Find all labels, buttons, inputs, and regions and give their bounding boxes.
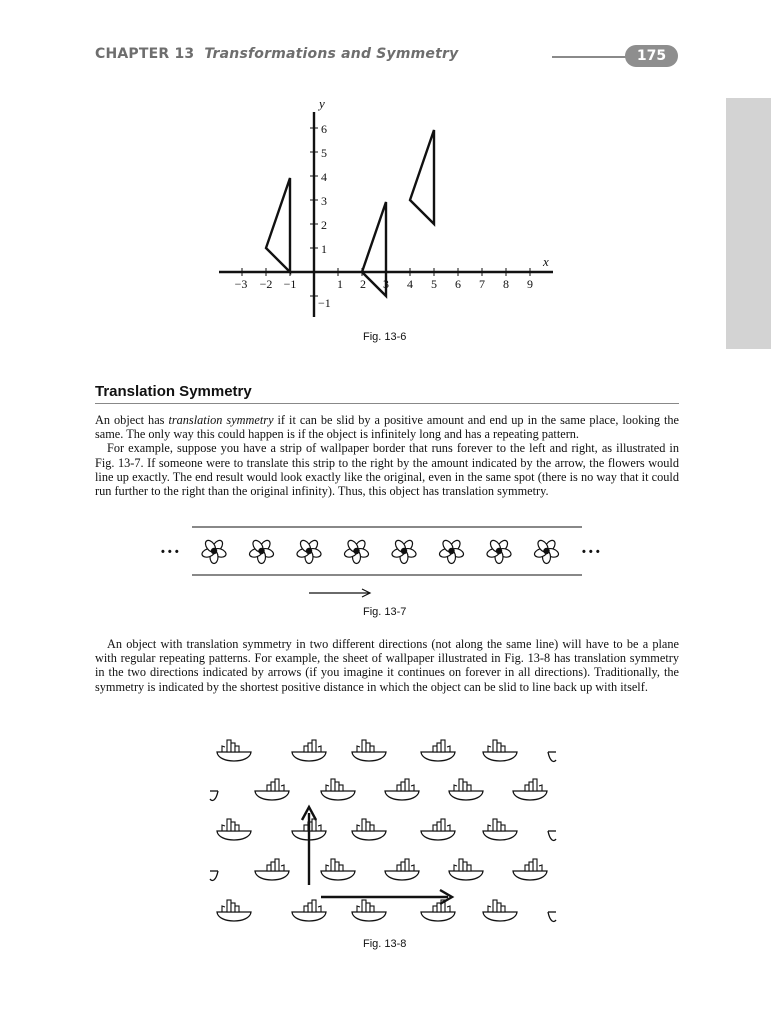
boat-motif (352, 819, 386, 840)
boat-motif-partial (210, 791, 218, 800)
x-tick-label: 6 (455, 277, 461, 291)
triangle-original (266, 178, 290, 272)
boat-motif (421, 819, 455, 840)
triangle-translated-up (410, 130, 434, 224)
boat-motif (321, 779, 355, 800)
boat-motif (292, 819, 326, 840)
boat-motif (255, 779, 289, 800)
triangle-translated-down (362, 202, 386, 296)
x-tick-label: −2 (259, 277, 273, 291)
x-tick-label: 3 (383, 277, 389, 291)
boat-motif-partial (548, 912, 556, 921)
left-ellipsis: • • • (161, 546, 179, 558)
boat-motif-partial (210, 871, 218, 880)
boat-motif (513, 779, 547, 800)
paragraph-definition: An object has translation symmetry if it can be slid by a positive amount and end up in the same place, looking the same. The only way this could happen is if the object is infinitely long and has a repeating pattern. For example, suppose you have a strip of wallpaper border that runs forever to the left and right, as illustrated in Fig. 13-7. If someone were to translate this strip to the right by the amount indicated by the arrow, the flowers would line up exactly. The end result would look exactly like the original, even in the same spot (there is no way that it could run further to the right than the original infinity). Thus, this object has translation symmetry. (95, 413, 679, 499)
x-tick-label: 8 (503, 277, 509, 291)
y-tick-label: 3 (321, 194, 327, 208)
chapter-heading (95, 46, 458, 62)
flower-motif (391, 539, 417, 564)
boat-motif (217, 819, 251, 840)
boat-motif (292, 900, 326, 921)
x-tick-label: 1 (337, 277, 343, 291)
flower-motif (296, 539, 322, 564)
boat-motif (217, 740, 251, 761)
paragraph-two-directions: An object with translation symmetry in two different directions (not along the same line) will have to be a plane with regular repeating patterns. For example, the sheet of wallpaper illustrated in Fig. 13-8 has translation symmetry in the two directions indicated by arrows (if you imagine it continues on forever in all directions). Traditionally, the symmetry is indicated by the shortest positive distance in which the object can be slid to line back up with itself. (95, 637, 679, 694)
figure-caption: Fig. 13-7 (363, 606, 407, 618)
boat-motif (385, 779, 419, 800)
header-rule (552, 56, 632, 58)
boat-motif (352, 740, 386, 761)
y-tick-label: 1 (321, 242, 327, 256)
x-tick-label: 5 (431, 277, 437, 291)
boat-motif (449, 859, 483, 880)
x-tick-label: 7 (479, 277, 485, 291)
figure-caption: Fig. 13-8 (363, 938, 407, 950)
x-tick-label: −1 (283, 277, 297, 291)
boat-motif (513, 859, 547, 880)
boat-motif (321, 859, 355, 880)
x-tick-label: 2 (360, 277, 366, 291)
y-tick-label: −1 (318, 296, 331, 310)
flower-motif (248, 539, 274, 564)
x-tick-label: −3 (234, 277, 248, 291)
x-tick-label: 4 (407, 277, 413, 291)
figure-caption: Fig. 13-6 (363, 331, 407, 343)
flower-motif (533, 539, 559, 564)
section-title: Translation Symmetry (95, 383, 252, 400)
boat-motif (255, 859, 289, 880)
boat-motif-partial (548, 831, 556, 840)
boat-motif (385, 859, 419, 880)
boat-motif (483, 900, 517, 921)
page-number: 175 (625, 45, 678, 67)
paragraph-example: For example, suppose you have a strip of wallpaper border that runs forever to the left and right, as illustrated in Fig. 13-7. If someone were to translate this strip to the right by the amount indicated by the arrow, the flowers would line up exactly. The end result would look exactly like the original, even in the same spot (there is no way that it could run further to the right than the original infinity). Thus, this object has translation symmetry. (95, 441, 679, 499)
y-axis-label: y (319, 96, 325, 111)
boat-motif (292, 740, 326, 761)
boat-motif-partial (548, 752, 556, 761)
boat-motif (483, 740, 517, 761)
right-ellipsis: • • • (582, 546, 600, 558)
y-tick-label: 6 (321, 122, 327, 136)
side-thumb-tab (726, 98, 771, 349)
flower-motif (438, 539, 464, 564)
section-rule (95, 403, 679, 404)
boat-motif (217, 900, 251, 921)
term-translation-symmetry: translation symmetry (168, 413, 274, 427)
running-header (95, 45, 685, 69)
x-axis-label: x (543, 254, 549, 269)
boat-motif (352, 900, 386, 921)
y-tick-label: 2 (321, 218, 327, 232)
chapter-number: CHAPTER 13 (95, 46, 195, 62)
boat-motif (483, 819, 517, 840)
y-tick-label: 5 (321, 146, 327, 160)
boat-motif (449, 779, 483, 800)
boat-motif (421, 900, 455, 921)
flower-motif (343, 539, 369, 564)
flower-motif (201, 539, 227, 564)
x-tick-label: 9 (527, 277, 533, 291)
boat-motif (421, 740, 455, 761)
flower-motif (486, 539, 512, 564)
y-tick-label: 4 (321, 170, 327, 184)
chapter-title: Transformations and Symmetry (204, 46, 459, 62)
